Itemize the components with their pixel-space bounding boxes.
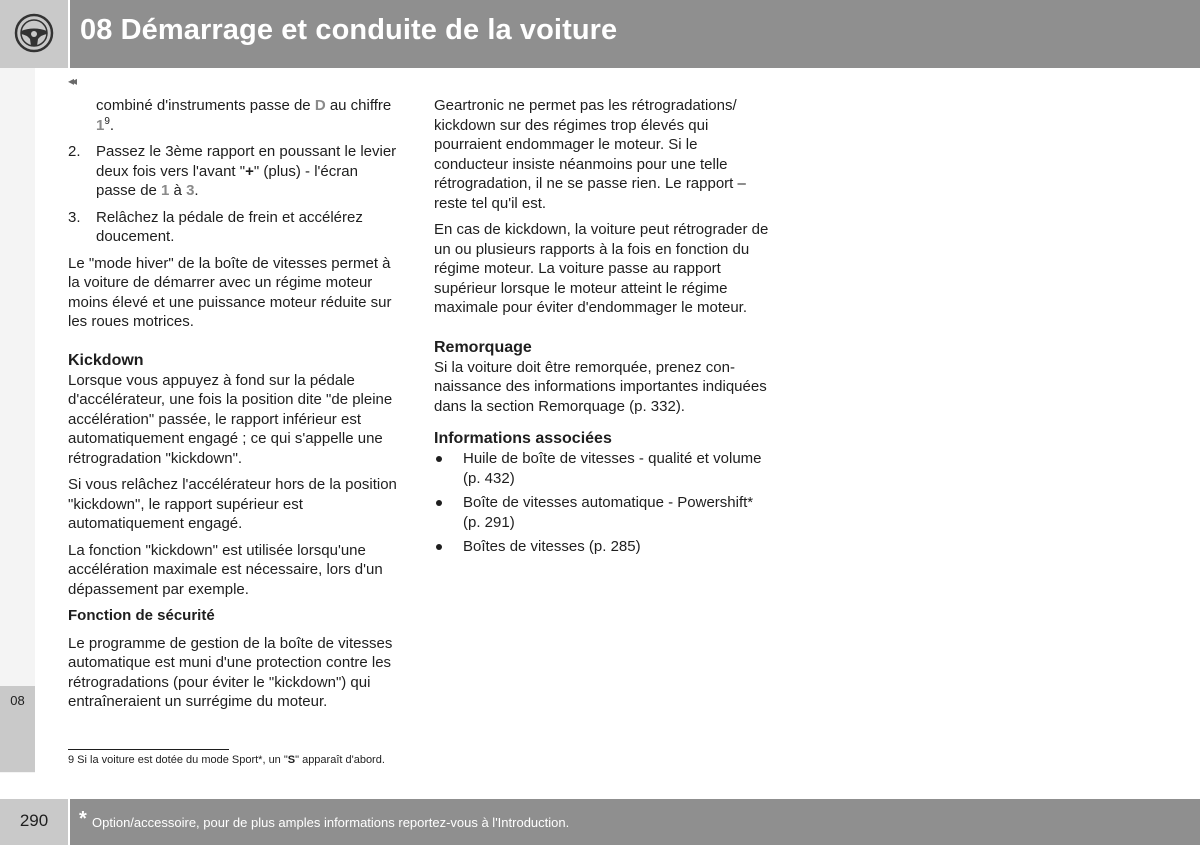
bullet-icon bbox=[436, 544, 442, 550]
related-link[interactable]: Boîte de vitesses automatique - Powershift* (p. 291) bbox=[463, 494, 754, 531]
chapter-tab bbox=[0, 686, 35, 772]
step-2: 2. Passez le 3ème rapport en poussant le levier deux fois vers l'avant "+" (plus) - l'écran passe de 1 à 3. bbox=[68, 143, 397, 199]
kickdown-multiple-paragraph: En cas de kickdown, la voiture peut rétrograder de un ou plusieurs rapports à la fois en fonction du régime moteur. La voiture passe au rapport supérieur lorsque le moteur atteint le régime maximale pour éviter d'endommager le moteur. bbox=[434, 221, 769, 316]
page-number-box bbox=[0, 799, 68, 845]
safety-paragraph: Le programme de gestion de la boîte de vitesses automatique est muni d'une protection contre les rétrogradations (pour éviter le "kickdown") qui entraîneraient un surrégime du moteur. bbox=[68, 634, 393, 710]
right-column bbox=[434, 96, 769, 562]
left-column bbox=[68, 96, 398, 719]
steering-wheel-icon bbox=[14, 13, 54, 53]
asterisk-icon: * bbox=[79, 808, 87, 830]
towing-heading: Remorquage bbox=[434, 338, 532, 356]
winter-mode-paragraph: Le "mode hiver" de la boîte de vitesses permet à la voiture de démarrer avec un régime moteur moins élevé et une puissance moteur réduite sur les roues motrices. bbox=[68, 254, 392, 330]
bullet-icon bbox=[436, 456, 442, 462]
related-info-list bbox=[434, 449, 769, 557]
geartronic-paragraph: Geartronic ne permet pas les rétrogradations/ kickdown sur des régimes trop élevés qui pourraient endommager le moteur. Si le conducteur insiste néanmoins pour une telle rétrogradation, il ne se passe rien. Le rapport – reste tel qu'il est. bbox=[434, 97, 746, 212]
continued-from-previous-page-icon: ◂◂ bbox=[68, 74, 75, 88]
list-item bbox=[434, 449, 769, 488]
step-3: 3. Relâchez la pédale de frein et accélérez doucement. bbox=[68, 208, 363, 245]
list-item bbox=[434, 493, 769, 532]
header-bar bbox=[70, 0, 1200, 68]
footer-note: Option/accessoire, pour de plus amples informations reportez-vous à l'Introduction. bbox=[92, 815, 570, 830]
footnote-divider bbox=[68, 749, 229, 750]
related-link[interactable]: Huile de boîte de vitesses - qualité et volume (p. 432) bbox=[463, 450, 762, 487]
bullet-icon bbox=[436, 500, 442, 506]
step-number: 2. bbox=[68, 143, 81, 160]
kickdown-usage-paragraph: La fonction "kickdown" est utilisée lorsqu'une accélération maximale est nécessaire, lors d'un dépassement par exemple. bbox=[68, 541, 383, 598]
step-number: 3. bbox=[68, 208, 81, 226]
footnote-ref: 9 bbox=[104, 115, 110, 127]
gear-1-label: 1 bbox=[96, 116, 105, 134]
chapter-number: 08 bbox=[10, 693, 25, 708]
kickdown-paragraph: Lorsque vous appuyez à fond sur la pédale d'accélérateur, une fois la position dite "de pleine accélération" passée, le rapport inférieur est automatiquement engagé ; ce qui s'appelle une rétrogradation "kickdown". bbox=[68, 371, 393, 467]
side-strip bbox=[0, 68, 35, 773]
step-1-continuation: combiné d'instruments passe de D au chiffre $1^9$. bbox=[96, 97, 392, 134]
gear-d-label: D bbox=[314, 97, 326, 114]
footer-bar bbox=[70, 799, 1200, 845]
towing-paragraph: Si la voiture doit être remorquée, prenez connaissance des informations importantes indiquées dans la section Remorquage (p. 332). bbox=[434, 358, 767, 415]
kickdown-heading: Kickdown bbox=[68, 351, 144, 369]
page-title: 08 Démarrage et conduite de la voiture bbox=[80, 14, 618, 46]
related-info-heading: Informations associées bbox=[434, 430, 612, 447]
plus-symbol: + bbox=[245, 162, 254, 180]
footnote: 9 Si la voiture est dotée du mode Sport*, un "S" apparaît d'abord. bbox=[68, 754, 385, 766]
list-item bbox=[434, 537, 769, 557]
safety-heading: Fonction de sécurité bbox=[68, 607, 215, 624]
page-number: 290 bbox=[19, 811, 49, 830]
related-link[interactable]: Boîtes de vitesses (p. 285) bbox=[463, 538, 641, 555]
kickdown-release-paragraph: Si vous relâchez l'accélérateur hors de la position "kickdown", le rapport supérieur est automatiquement engagé. bbox=[68, 476, 397, 532]
chapter-icon-box bbox=[0, 0, 70, 68]
